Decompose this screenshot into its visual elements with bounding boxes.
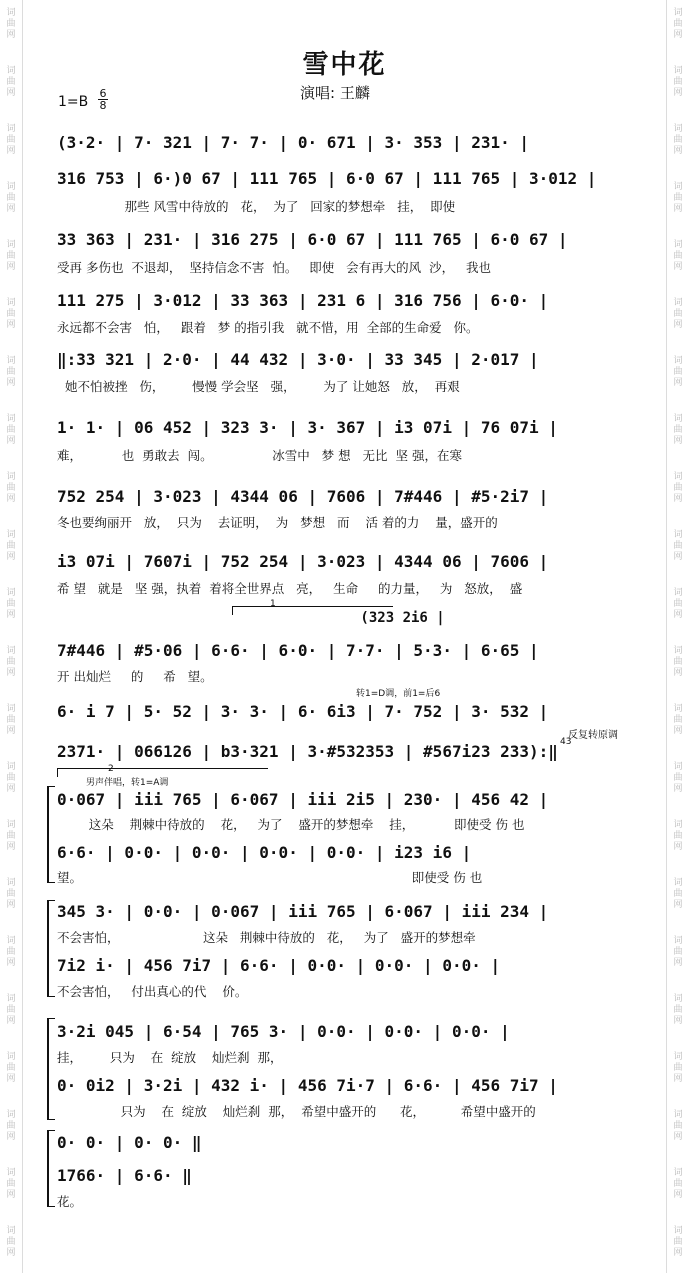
watermark-stamp: 词 曲 网: [673, 124, 683, 156]
score-line-12: 2371· | 066126 | b3·321 | 3·#532353 | #567i23 233):‖: [57, 742, 558, 761]
watermark-stamp: 词 曲 网: [673, 472, 683, 504]
score-line-8: i3 07i | 7607i | 752 254 | 3·023 | 4344 06 | 7606 |: [57, 552, 549, 571]
watermark-stamp: 词 曲 网: [673, 820, 683, 852]
system-brace-3: [47, 1018, 55, 1120]
watermark-stamp: 词 曲 网: [673, 588, 683, 620]
watermark-stamp: 词 曲 网: [6, 936, 16, 968]
score-line-10: 7#446 | #5·06 | 6·6· | 6·0· | 7·7· | 5·3· | 6·65 |: [57, 641, 539, 660]
score-line-3: 33 363 | 231· | 316 275 | 6·0 67 | 111 765 | 6·0 67 |: [57, 230, 568, 249]
score-line-2: 316 753 | 6·)0 67 | 111 765 | 6·0 67 | 111 765 | 3·012 |: [57, 169, 597, 188]
watermark-stamp: 词 曲 网: [673, 8, 683, 40]
score-line-17: 3·2i 045 | 6·54 | 765 3· | 0·0· | 0·0· | 0·0· |: [57, 1022, 510, 1041]
watermark-stamp: 词 曲 网: [673, 298, 683, 330]
watermark-stamp: 词 曲 网: [6, 1168, 16, 1200]
score-line-11: 6· i 7 | 5· 52 | 3· 3· | 6· 6i3 | 7· 752 | 3· 532 |: [57, 702, 549, 721]
watermark-stamp: 词 曲 网: [6, 66, 16, 98]
watermark-stamp: 词 曲 网: [6, 704, 16, 736]
watermark-stamp: 词 曲 网: [673, 240, 683, 272]
watermark-stamp: 词 曲 网: [673, 530, 683, 562]
lyric-line-15: 不会害怕， 这朵 荆棘中待放的 花， 为了 盛开的梦想牵: [57, 930, 476, 945]
watermark-stamp: 词 曲 网: [6, 182, 16, 214]
volta-label-2: 2: [108, 764, 114, 774]
watermark-stamp: 词 曲 网: [6, 1110, 16, 1142]
singer-credit: 演唱: 王麟: [300, 84, 370, 102]
system-brace-4: [47, 1130, 55, 1207]
watermark-stamp: 词 曲 网: [6, 994, 16, 1026]
watermark-stamp: 词 曲 网: [673, 1110, 683, 1142]
lyric-line-17: 挂， 只为 在 绽放 灿烂刹 那，: [57, 1050, 283, 1065]
score-line-5: ‖:33 321 | 2·0· | 44 432 | 3·0· | 33 345 | 2·017 |: [57, 350, 539, 369]
score-line-16: 7i2 i· | 456 7i7 | 6·6· | 0·0· | 0·0· | 0·0· |: [57, 956, 501, 975]
score-line-4: 111 275 | 3·012 | 33 363 | 231 6 | 316 756 | 6·0· |: [57, 291, 549, 310]
volta-label-1: 1: [270, 599, 276, 609]
watermark-stamp: 词 曲 网: [6, 240, 16, 272]
lyric-line-3: 受再 多伤也 不退却， 坚持信念不害 怕。 即使 会有再大的风 沙， 我也: [57, 260, 492, 275]
watermark-stamp: 词 曲 网: [6, 298, 16, 330]
watermark-stamp: 词 曲 网: [673, 1168, 683, 1200]
song-title: 雪中花: [302, 50, 387, 80]
lyric-line-6: 难， 也 勇敢去 闯。 冰雪中 梦 想 无比 坚 强，在寒: [57, 448, 462, 463]
watermark-stamp: 词 曲 网: [673, 994, 683, 1026]
watermark-stamp: 词 曲 网: [673, 182, 683, 214]
time-denominator: 8: [99, 99, 107, 112]
lyric-line-16: 不会害怕， 付出真心的代 价。: [57, 984, 248, 999]
time-signature: [98, 88, 108, 111]
system-brace-2: [47, 900, 55, 997]
score-line-7: 752 254 | 3·023 | 4344 06 | 7606 | 7#446 | #5·2i7 |: [57, 487, 549, 506]
watermark-stamp: 词 曲 网: [673, 704, 683, 736]
watermark-stamp: 词 曲 网: [673, 762, 683, 794]
repeat-note: 反复转原调: [568, 730, 618, 741]
time-numerator: 6: [99, 87, 107, 100]
score-line-14: 6·6· | 0·0· | 0·0· | 0·0· | 0·0· | i23 i6 |: [57, 843, 472, 862]
lyric-line-5: 她不怕被挫 伤， 慢慢 学会坚 强， 为了 让她怒 放， 再艰: [57, 379, 460, 394]
score-line-9: (323 2i6 |: [57, 610, 445, 626]
watermark-stamp: 词 曲 网: [6, 588, 16, 620]
watermark-stamp: 词 曲 网: [6, 530, 16, 562]
male-accompaniment-note: 男声伴唱，转1=A调: [86, 778, 169, 788]
watermark-stamp: 词 曲 网: [6, 878, 16, 910]
watermark-stamp: 词 曲 网: [6, 124, 16, 156]
watermark-stamp: 词 曲 网: [673, 646, 683, 678]
system-brace-1: [47, 786, 55, 883]
watermark-stamp: 词 曲 网: [673, 878, 683, 910]
score-line-15: 345 3· | 0·0· | 0·067 | iii 765 | 6·067 | iii 234 |: [57, 902, 549, 921]
watermark-stamp: 词 曲 网: [673, 356, 683, 388]
lyric-line-8: 希 望 就是 坚 强，执着 着将全世界点 亮， 生命 的力量， 为 怒放， 盛: [57, 581, 523, 596]
lyric-line-18: 只为 在 绽放 灿烂刹 那， 希望中盛开的 花， 希望中盛开的: [57, 1104, 536, 1119]
watermark-stamp: 词 曲 网: [673, 414, 683, 446]
score-line-6: 1· 1· | 06 452 | 323 3· | 3· 367 | i3 07i | 76 07i |: [57, 418, 558, 437]
watermark-stamp: 词 曲 网: [6, 646, 16, 678]
score-line-19: 0· 0· | 0· 0· ‖: [57, 1133, 202, 1152]
watermark-stamp: 词 曲 网: [6, 8, 16, 40]
modulation-note: 转1=D调，前1=后6: [356, 689, 441, 699]
watermark-stamp: 词 曲 网: [6, 820, 16, 852]
lyric-line-10: 开 出灿烂 的 希 望。: [57, 669, 213, 684]
lyric-line-14: 望。 即使受 伤 也: [57, 870, 483, 885]
watermark-stamp: 词 曲 网: [673, 66, 683, 98]
lyric-line-2: 那些 风雪中待放的 花， 为了 回家的梦想牵 挂， 即使: [57, 199, 456, 214]
watermark-stamp: 词 曲 网: [673, 1226, 683, 1258]
watermark-stamp: 词 曲 网: [6, 472, 16, 504]
lyric-line-13: 这朵 荆棘中待放的 花， 为了 盛开的梦想牵 挂， 即使受 伤 也: [57, 817, 525, 832]
watermark-stamp: 词 曲 网: [6, 414, 16, 446]
lyric-line-20: 花。: [57, 1194, 83, 1209]
score-line-18: 0· 0i2 | 3·2i | 432 i· | 456 7i·7 | 6·6· | 456 7i7 |: [57, 1076, 558, 1095]
watermark-stamp: 词 曲 网: [6, 762, 16, 794]
score-line-13: 0·067 | iii 765 | 6·067 | iii 2i5 | 230· | 456 42 |: [57, 790, 549, 809]
lyric-line-7: 冬也要绚丽开 放， 只为 去证明， 为 梦想 而 活 着的力 量，盛开的: [57, 515, 498, 530]
key-signature: 1=B: [58, 94, 89, 110]
watermark-stamp: 词 曲 网: [673, 936, 683, 968]
watermark-stamp: 词 曲 网: [6, 1052, 16, 1084]
lyric-line-4: 永远都不会害 怕， 跟着 梦 的指引我 就不惜，用 全部的生命爱 你。: [57, 320, 479, 335]
grace-note-43: 43: [560, 737, 572, 747]
watermark-stamp: 词 曲 网: [6, 356, 16, 388]
score-line-1: (3·2· | 7· 321 | 7· 7· | 0· 671 | 3· 353 | 231· |: [57, 133, 530, 152]
score-line-20: 1766· | 6·6· ‖: [57, 1166, 192, 1185]
watermark-stamp: 词 曲 网: [6, 1226, 16, 1258]
watermark-stamp: 词 曲 网: [673, 1052, 683, 1084]
